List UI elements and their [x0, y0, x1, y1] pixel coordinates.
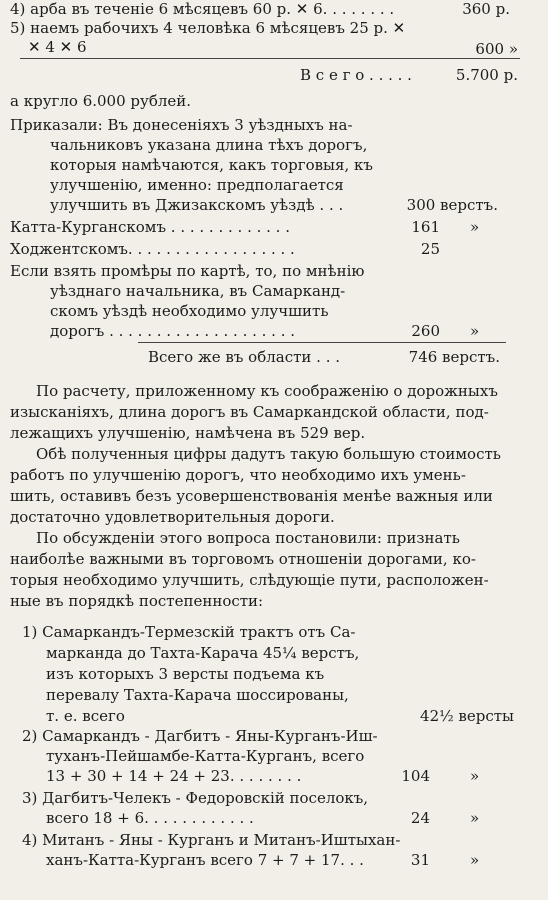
amount-value: 24: [410, 809, 430, 827]
text-line: уѣзднаго начальника, въ Самарканд-: [50, 282, 346, 300]
ditto-mark: »: [470, 322, 480, 340]
text-line: Обѣ полученныя цифры дадутъ такую большую стоимость: [36, 445, 501, 463]
text-line: ✕ 4 ✕ 6: [28, 38, 87, 56]
amount-value: 31: [410, 851, 430, 869]
amount-value: 746 верстъ.: [408, 348, 500, 366]
text-line: 5) наемъ рабочихъ 4 человѣка 6 мѣсяцевъ 25 р. ✕: [10, 19, 406, 37]
text-line: Приказали: Въ донесеніяхъ 3 уѣздныхъ на-: [10, 116, 353, 134]
text-line: которыя намѣчаются, какъ торговыя, къ: [50, 156, 373, 174]
text-line: Ходжентскомъ. . . . . . . . . . . . . . . . . .: [10, 240, 295, 258]
text-line: а кругло 6.000 рублей.: [10, 92, 192, 110]
text-line: марканда до Тахта-Карача 45¼ верстъ,: [46, 644, 360, 662]
text-line: В с е г о . . . . .: [300, 66, 412, 84]
text-line: достаточно удовлетворительныя дороги.: [10, 508, 335, 526]
text-line: чальниковъ указана длина тѣхъ дорогъ,: [50, 136, 368, 154]
text-line: 1) Самаркандъ-Термезскій трактъ отъ Са-: [22, 623, 356, 641]
text-line: ханъ-Катта-Курганъ всего 7 + 7 + 17. . .: [46, 851, 364, 869]
text-line: Если взять промѣры по картѣ, то, по мнѣнію: [10, 262, 365, 280]
ditto-mark: »: [470, 809, 480, 827]
amount-value: 5.700 р.: [455, 66, 518, 84]
text-line: Всего же въ области . . .: [148, 348, 340, 366]
text-line: 2) Самаркандъ - Дагбитъ - Яны-Курганъ-Иш-: [22, 727, 378, 745]
amount-value: 600 »: [475, 40, 518, 58]
text-line: наиболѣе важными въ торговомъ отношеніи дорогами, ко-: [10, 550, 476, 568]
text-line: улучшенію, именно: предполагается: [50, 176, 344, 194]
amount-value: 42½ версты: [420, 707, 514, 725]
text-line: лежащихъ улучшенію, намѣчена въ 529 вер.: [10, 424, 366, 442]
amount-value: 360 р.: [462, 0, 510, 18]
amount-value: 104: [401, 767, 430, 785]
ditto-mark: »: [470, 767, 480, 785]
text-line: изысканіяхъ, длина дорогъ въ Самаркандской области, под-: [10, 403, 489, 421]
text-line: По расчету, приложенному къ соображенію о дорожныхъ: [36, 382, 498, 400]
text-line: перевалу Тахта-Карача шоссированы,: [46, 686, 349, 704]
text-line: По обсужденіи этого вопроса постановили: признать: [36, 529, 460, 547]
text-line: 4) Митанъ - Яны - Курганъ и Митанъ-Иштыхан-: [22, 831, 401, 849]
text-line: работъ по улучшенію дорогъ, что необходимо ихъ умень-: [10, 466, 466, 484]
amount-value: 161: [411, 218, 440, 236]
text-line: 4) арба въ теченіе 6 мѣсяцевъ 60 р. ✕ 6. . . . . . . .: [10, 0, 395, 18]
sum-rule-2: [138, 342, 506, 343]
text-line: торыя необходимо улучшить, слѣдующіе пути, расположен-: [10, 571, 489, 589]
text-line: т. е. всего: [46, 707, 125, 725]
text-line: дорогъ . . . . . . . . . . . . . . . . . . . .: [50, 322, 296, 340]
text-line: улучшить въ Джизакскомъ уѣздѣ . . .: [50, 196, 344, 214]
text-line: 13 + 30 + 14 + 24 + 23. . . . . . . .: [46, 767, 302, 785]
text-line: 3) Дагбитъ-Челекъ - Федоровскій поселокъ,: [22, 789, 369, 807]
amount-value: 260: [411, 322, 440, 340]
sum-rule-1: [20, 58, 520, 59]
ditto-mark: »: [470, 218, 480, 236]
amount-value: 300 верстъ.: [406, 196, 498, 214]
text-line: изъ которыхъ 3 версты подъема къ: [46, 665, 325, 683]
text-line: шить, оставивъ безъ усовершенствованія менѣе важныя или: [10, 487, 493, 505]
text-line: ные въ порядкѣ постепенности:: [10, 592, 264, 610]
ditto-mark: »: [470, 851, 480, 869]
text-line: скомъ уѣздѣ необходимо улучшить: [50, 302, 329, 320]
text-line: Катта-Курганскомъ . . . . . . . . . . . . .: [10, 218, 290, 236]
text-line: туханъ-Пейшамбе-Катта-Курганъ, всего: [46, 747, 365, 765]
amount-value: 25: [420, 240, 440, 258]
text-line: всего 18 + 6. . . . . . . . . . . .: [46, 809, 254, 827]
